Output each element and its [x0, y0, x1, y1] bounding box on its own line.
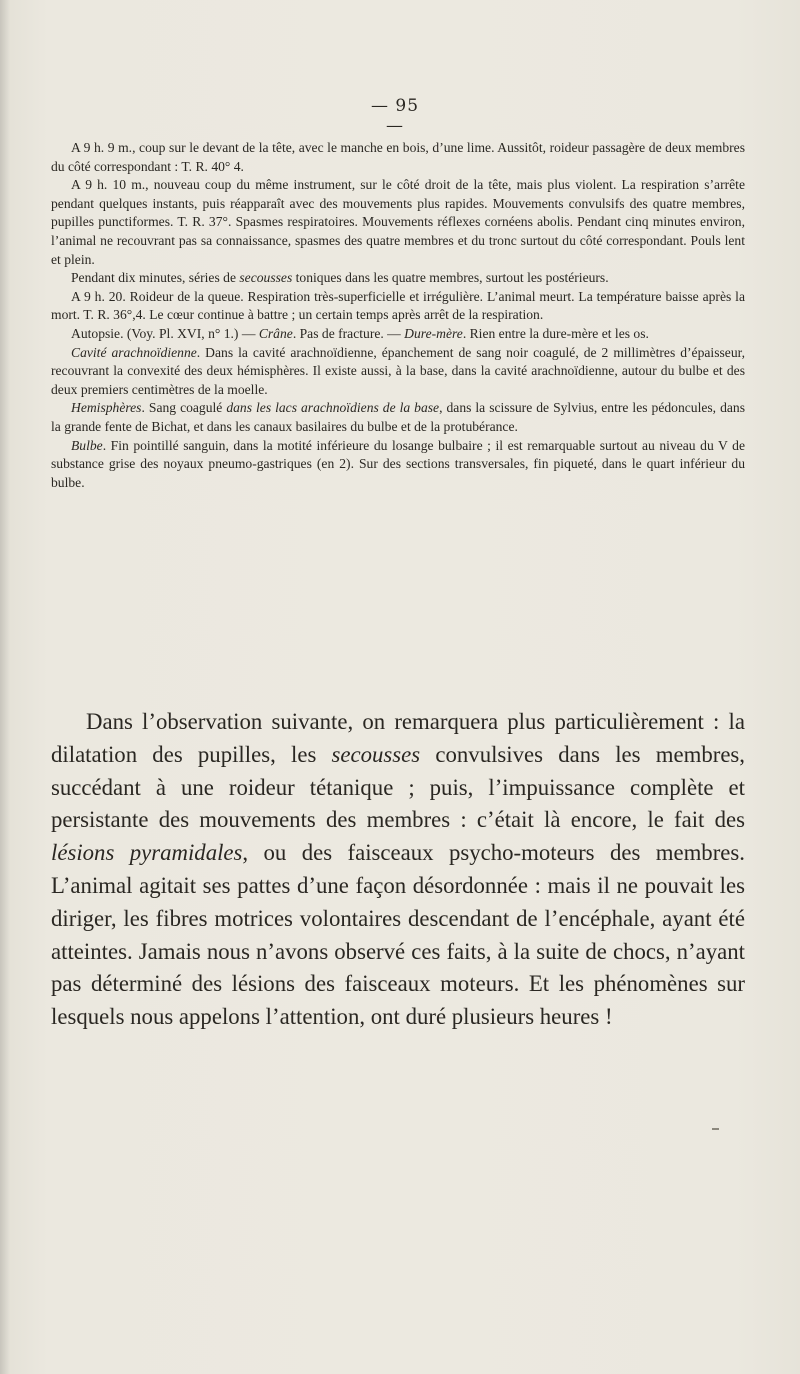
bulb-paragraph: Bulbe. Fin pointillé sanguin, dans la motité inférieure du losange bulbaire ; il est remarquable surtout au niveau du V de substance grise des noyaux pneumo-gastriques (en 2). Sur des sections transversales, fin piqueté, dans le quart inférieur du bulbe. [51, 437, 745, 490]
stray-mark [712, 1128, 719, 1130]
case-paragraph: A 9 h. 9 m., coup sur le devant de la tête, avec le manche en bois, d’une lime. Aussitôt, roideur passagère de deux membres du côté correspondant : T. R. 40° 4. [51, 140, 745, 174]
case-paragraph: Pendant dix minutes, séries de secousses toniques dans les quatre membres, surtout les postérieurs. [71, 270, 609, 286]
autopsy-paragraph: Autopsie. (Voy. Pl. XVI, n° 1.) — Crâne. Pas de fracture. — Dure-mère. Rien entre la dure-mère et les os. [71, 325, 649, 341]
hemispheres-paragraph: Hemisphères. Sang coagulé dans les lacs arachnoïdiens de la base, dans la scissure de Sylvius, entre les pédoncules, dans la grande fente de Bichat, et dans les canaux basilaires du bulbe et de la protubérance. [51, 400, 745, 434]
page-number: — 95 — [370, 96, 420, 136]
arachnoid-paragraph: Cavité arachnoïdienne. Dans la cavité arachnoïdienne, épanchement de sang noir coagulé, de 2 millimètres d’épaisseur, recouvrant la convexité des deux hémisphères. Il existe aussi, à la base, dans la cavité arachnoïdienne, autour du bulbe et des deux premiers centimètres de la moelle. [51, 344, 745, 397]
commentary-text [51, 706, 745, 1034]
case-paragraph: A 9 h. 20. Roideur de la queue. Respiration très-superficielle et irrégulière. L’animal meurt. La température baisse après la mort. T. R. 36°,4. Le cœur continue à battre ; un certain temps après arrêt de la respiration. [51, 288, 745, 323]
case-notes [51, 139, 745, 492]
commentary-paragraph: Dans l’observation suivante, on remarquera plus particulièrement : la dilatation des pupilles, les secousses convulsives dans les membres, succédant à une roideur tétanique ; puis, l’impuissance complète et persistante des mouvements des membres : c’était là encore, le fait des lésions pyramidales, ou des faisceaux psycho-moteurs des membres. L’animal agitait ses pattes d’une façon désordonnée : mais il ne pouvait les diriger, les fibres motrices volontaires descendant de l’encéphale, ayant été atteintes. Jamais nous n’avons observé ces faits, à la suite de chocs, n’ayant pas déterminé des lésions des faisceaux moteurs. Et les phénomènes sur lesquels nous appelons l’attention, ont duré plusieurs heures ! [51, 709, 746, 1030]
page-binding-shadow [0, 0, 10, 1374]
case-paragraph: A 9 h. 10 m., nouveau coup du même instrument, sur le côté droit de la tête, mais plus violent. La respiration s’arrête pendant quelques instants, puis réapparaît avec des mouvements plus rapides. Mouvements convulsifs des quatre membres, pupilles punctiformes. T. R. 37°. Spasmes respiratoires. Mouvements réflexes cornéens abolis. Pendant cinq minutes environ, l’animal ne recouvrant pas sa connaissance, spasmes des quatre membres et du tronc surtout du côté correspondant. Pouls lent et plein. [51, 177, 745, 267]
